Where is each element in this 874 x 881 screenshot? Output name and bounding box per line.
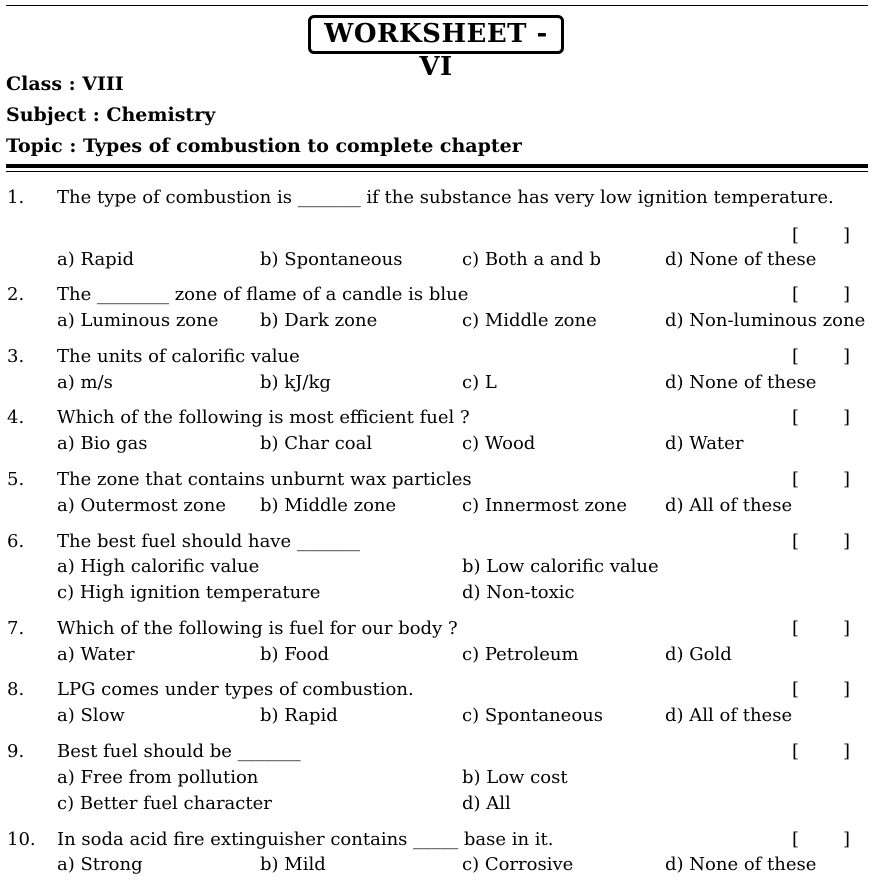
question-7-number: 7. (7, 618, 25, 639)
question-10-text: In soda acid fire extinguisher contains _____ base in it. (57, 829, 554, 850)
top-rule (6, 5, 868, 6)
question-8-option-c[interactable]: c) Spontaneous (462, 705, 603, 726)
question-1-number: 1. (7, 187, 25, 208)
header-thick-rule (6, 164, 868, 168)
bracket-open: [ (792, 469, 800, 490)
question-6-number: 6. (7, 531, 25, 552)
question-3-option-c[interactable]: c) L (462, 372, 497, 393)
question-3-text: The units of calorific value (57, 346, 300, 367)
question-2-option-b[interactable]: b) Dark zone (260, 310, 378, 331)
question-10-option-a[interactable]: a) Strong (57, 854, 143, 875)
question-4-option-c[interactable]: c) Wood (462, 433, 536, 454)
question-1-option-c[interactable]: c) Both a and b (462, 249, 601, 270)
question-10-option-d[interactable]: d) None of these (665, 854, 817, 875)
question-9-option-a[interactable]: a) Free from pollution (57, 767, 259, 788)
subject-line: Subject : Chemistry (6, 104, 216, 126)
question-6-option-d[interactable]: d) Non-toxic (462, 582, 575, 603)
question-2-number: 2. (7, 284, 25, 305)
question-8-number: 8. (7, 679, 25, 700)
question-4-number: 4. (7, 407, 25, 428)
question-8-option-d[interactable]: d) All of these (665, 705, 793, 726)
question-8-text: LPG comes under types of combustion. (57, 679, 414, 700)
question-5-text: The zone that contains unburnt wax particles (57, 469, 472, 490)
question-9-option-c[interactable]: c) Better fuel character (57, 793, 272, 814)
question-2-option-a[interactable]: a) Luminous zone (57, 310, 219, 331)
bracket-open: [ (792, 531, 800, 552)
bracket-close: ] (842, 618, 850, 639)
bracket-close: ] (842, 225, 850, 246)
question-8-option-a[interactable]: a) Slow (57, 705, 125, 726)
question-4-option-d[interactable]: d) Water (665, 433, 744, 454)
question-7-option-a[interactable]: a) Water (57, 644, 135, 665)
question-10-number: 10. (7, 829, 36, 850)
question-9-text: Best fuel should be _______ (57, 741, 301, 762)
worksheet-title: WORKSHEET - VI (308, 15, 564, 54)
question-3-number: 3. (7, 346, 25, 367)
question-9-option-d[interactable]: d) All (462, 793, 511, 814)
question-5-number: 5. (7, 469, 25, 490)
question-6-option-b[interactable]: b) Low calorific value (462, 556, 659, 577)
question-5-option-c[interactable]: c) Innermost zone (462, 495, 628, 516)
bracket-open: [ (792, 618, 800, 639)
question-8-option-b[interactable]: b) Rapid (260, 705, 338, 726)
question-3-option-a[interactable]: a) m/s (57, 372, 113, 393)
question-6-text: The best fuel should have _______ (57, 531, 360, 552)
topic-line: Topic : Types of combustion to complete chapter (6, 135, 522, 157)
question-5-option-d[interactable]: d) All of these (665, 495, 793, 516)
question-4-option-b[interactable]: b) Char coal (260, 433, 373, 454)
question-6-option-a[interactable]: a) High calorific value (57, 556, 260, 577)
question-5-option-a[interactable]: a) Outermost zone (57, 495, 226, 516)
question-1-text: The type of combustion is _______ if the substance has very low ignition temperature. (57, 187, 834, 208)
question-1-option-b[interactable]: b) Spontaneous (260, 249, 403, 270)
bracket-open: [ (792, 284, 800, 305)
bracket-close: ] (842, 679, 850, 700)
bracket-close: ] (842, 829, 850, 850)
question-2-option-c[interactable]: c) Middle zone (462, 310, 597, 331)
question-2-option-d[interactable]: d) Non-luminous zone (665, 310, 866, 331)
question-2-text: The ________ zone of flame of a candle is blue (57, 284, 469, 305)
question-9-number: 9. (7, 741, 25, 762)
question-10-option-c[interactable]: c) Corrosive (462, 854, 574, 875)
header-thin-rule (6, 171, 868, 172)
bracket-close: ] (842, 469, 850, 490)
question-10-option-b[interactable]: b) Mild (260, 854, 326, 875)
question-4-text: Which of the following is most efficient fuel ? (57, 407, 470, 428)
question-4-option-a[interactable]: a) Bio gas (57, 433, 148, 454)
bracket-close: ] (842, 346, 850, 367)
question-1-option-d[interactable]: d) None of these (665, 249, 817, 270)
question-6-option-c[interactable]: c) High ignition temperature (57, 582, 321, 603)
question-7-option-c[interactable]: c) Petroleum (462, 644, 579, 665)
bracket-open: [ (792, 741, 800, 762)
bracket-open: [ (792, 346, 800, 367)
bracket-close: ] (842, 741, 850, 762)
bracket-close: ] (842, 284, 850, 305)
question-9-option-b[interactable]: b) Low cost (462, 767, 568, 788)
bracket-close: ] (842, 531, 850, 552)
class-line: Class : VIII (6, 73, 124, 95)
question-3-option-b[interactable]: b) kJ/kg (260, 372, 331, 393)
question-7-option-b[interactable]: b) Food (260, 644, 329, 665)
bracket-close: ] (842, 407, 850, 428)
question-7-text: Which of the following is fuel for our body ? (57, 618, 458, 639)
question-5-option-b[interactable]: b) Middle zone (260, 495, 397, 516)
bracket-open: [ (792, 829, 800, 850)
question-3-option-d[interactable]: d) None of these (665, 372, 817, 393)
bracket-open: [ (792, 225, 800, 246)
bracket-open: [ (792, 679, 800, 700)
bracket-open: [ (792, 407, 800, 428)
question-7-option-d[interactable]: d) Gold (665, 644, 732, 665)
question-1-option-a[interactable]: a) Rapid (57, 249, 134, 270)
